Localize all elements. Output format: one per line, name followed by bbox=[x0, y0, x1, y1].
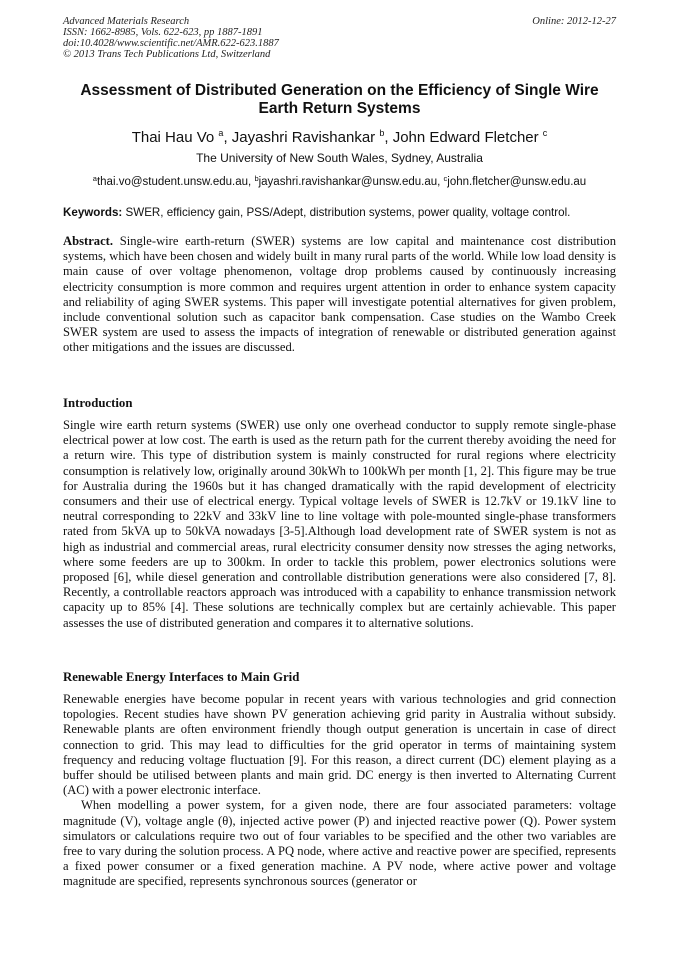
journal-header bbox=[63, 16, 616, 60]
section-heading-renewable: Renewable Energy Interfaces to Main Grid bbox=[63, 670, 300, 684]
author-mark: b bbox=[379, 128, 385, 138]
keywords bbox=[63, 206, 616, 220]
paragraph: Single wire earth return systems (SWER) use only one overhead conductor to supply remote single-phase electrical power at low cost. The earth is used as the return path for the current thereby avoiding the need for a return wire. This type of distribution system is mainly constructed for rural regions where electricity consumption is relatively low, originally around 30kWh to 100kWh per month [1, 2]. This figure may be true for Australia during the 1960s but it has changed dramatically with the rapid development of electricity consumers and their use of electrical energy. Typical voltage levels of SWER is 12.7kV or 19.1kV line to neutral corresponding to 22kV and 33kV line to line voltage with pole-mounted single-phase transformers rated from 5kVA up to 50kVA nowadays [3-5].Although load development rate of SWER system is not as high as industrial and commercial areas, rural electricity consumer density now stresses the aging networks, where some feeders are up to 300km. In order to tackle this problem, power electronics solutions were proposed [6], while diesel generation and controllable distribution generations were also considered [7, 8]. Recently, a controllable reactors approach was introduced with a capability to enhance transmission network capacity up to 85% [4]. These solutions are technically complex but are certainly achievable. This paper assesses the use of distributed generation and compares it to alternative solutions. bbox=[63, 418, 616, 630]
journal-doi: doi:10.4028/www.scientific.net/AMR.622-623.1887 bbox=[63, 38, 279, 49]
affiliation: The University of New South Wales, Sydney, Australia bbox=[196, 151, 483, 165]
abstract bbox=[63, 234, 616, 356]
email-mark: b bbox=[254, 174, 259, 183]
online-date: Online: 2012-12-27 bbox=[532, 16, 616, 27]
author-name: John Edward Fletcher bbox=[392, 129, 539, 146]
keywords-label: Keywords: bbox=[63, 206, 123, 219]
paper-title: Assessment of Distributed Generation on the Efficiency of Single Wire Earth Return Systems bbox=[80, 82, 599, 117]
abstract-label: Abstract. bbox=[63, 234, 114, 248]
journal-copyright: © 2013 Trans Tech Publications Ltd, Switzerland bbox=[63, 49, 271, 60]
author-mark: c bbox=[542, 128, 548, 138]
email-address: jayashri.ravishankar@unsw.edu.au, bbox=[258, 176, 441, 188]
paragraph: When modelling a power system, for a given node, there are four associated parameters: voltage magnitude (V), voltage angle (θ), injected active power (P) and injected reactive power (Q). Power system simulators or calculations require two out of four variables to be specified and the other two variables are free to vary during the solution process. A PQ node, where active and reactive power are specified, represents a fixed power consumer or a fixed generation machine. A PV node, where active power and voltage magnitude are specified, represents synchronous sources (generator or bbox=[63, 798, 616, 889]
author-name: Thai Hau Vo bbox=[131, 129, 215, 146]
author-list: Thai Hau Vo $^a$, Jayashri Ravishankar $^b$, John Edward Fletcher $^c$ bbox=[131, 128, 548, 146]
paragraph: Renewable energies have become popular in recent years with various technologies and grid connection topologies. Recent studies have shown PV generation achieving grid parity in Australia without subsidy. Renewable plants are often environment friendly though output generation is uncertain in case of direct connection to grid. This may lead to difficulties for the grid operator in terms of maintaining system frequency and reducing voltage fluctuation [9]. For this reason, a direct current (DC) element playing as a buffer should be utilised between plants and main grid. DC energy is then inverted to Alternating Current (AC) with a power electronic interface. bbox=[63, 692, 616, 798]
section-heading-introduction: Introduction bbox=[63, 396, 133, 410]
email-mark: a bbox=[92, 174, 97, 183]
email-address: john.fletcher@unsw.edu.au bbox=[447, 176, 587, 188]
author-name: Jayashri Ravishankar bbox=[231, 129, 376, 146]
journal-name: Advanced Materials Research bbox=[63, 16, 190, 27]
email-mark: c bbox=[443, 174, 448, 183]
introduction-body bbox=[63, 418, 616, 631]
keywords-text: SWER, efficiency gain, PSS/Adept, distribution systems, power quality, voltage control. bbox=[125, 206, 571, 219]
email-list bbox=[63, 172, 616, 189]
email-address: thai.vo@student.unsw.edu.au, bbox=[96, 176, 252, 188]
author-mark: a bbox=[218, 128, 224, 138]
journal-issn: ISSN: 1662-8985, Vols. 622-623, pp 1887-1891 bbox=[63, 27, 263, 38]
abstract-text: Single-wire earth-return (SWER) systems are low capital and maintenance cost distribution systems, which have been chosen and widely built in many rural parts of the world. While low load density is main cause of over voltage phenomenon, voltage drop problems caused by continuously increasing electricity consumption is more common and requires urgent attention in order to enhance system capacity and reliability of aging SWER systems. This paper will investigate potential alternatives for given problem, include conventional solution such as capacitor bank compensation. Case studies on the Wambo Creek SWER system are used to assess the impacts of integration of renewable or distributed generation against other mitigations and the issues are discussed. bbox=[63, 234, 616, 355]
renewable-body bbox=[63, 692, 616, 890]
